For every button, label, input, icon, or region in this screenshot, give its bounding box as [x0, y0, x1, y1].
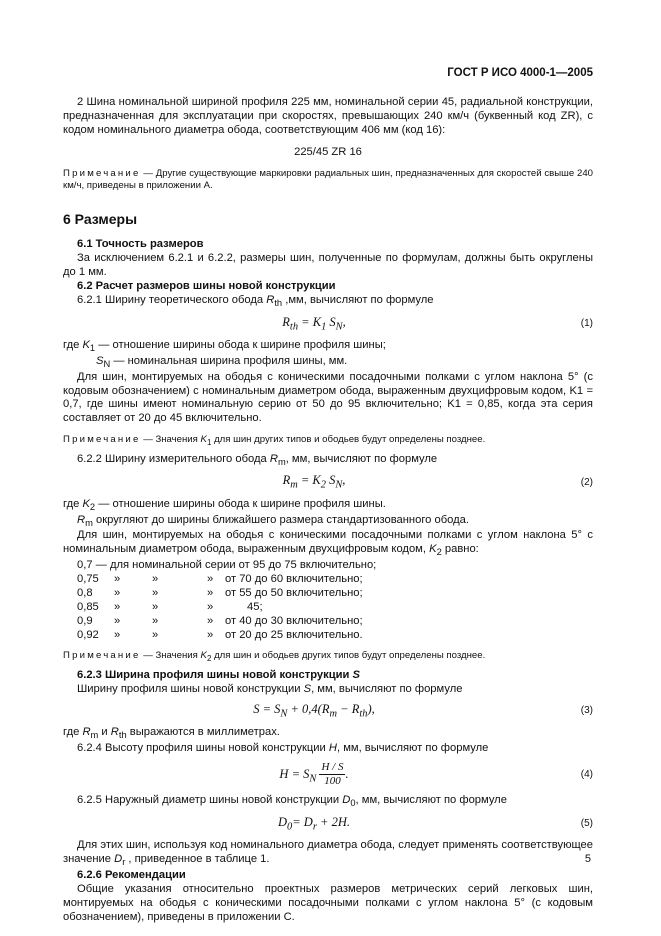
k2-cell-q3: » — [207, 614, 214, 627]
intro-text-end: ,мм, вычисляют по формуле — [282, 293, 434, 306]
k2-cell-q2: » — [152, 614, 159, 627]
where-k2: где $K_2$ — отношение ширины обода к ширине профиля шины. — [63, 497, 386, 513]
note-label: Примечание — [63, 434, 141, 446]
section-6-1-text: За исключением 6.2.1 и 6.2.2, размеры шин, полученные по формулам, должны быть округлены до 1 мм. — [63, 252, 593, 279]
formula-4-body: $H = S_N$ $\frac{H / S}{100}$ . — [279, 760, 349, 788]
formula-5-number: (5) — [580, 818, 593, 830]
where-label: где — [63, 339, 83, 352]
var-h: H — [328, 741, 337, 754]
note-label: Примечание — [63, 650, 141, 662]
k2-cell-q1: » — [114, 600, 121, 613]
note-text-end: для шин других типов и ободьев будут определены позднее. — [211, 434, 486, 446]
where-text: — номинальная ширина профиля шины, мм. — [110, 354, 348, 367]
section-6-2-6-text: Общие указания относительно проектных размеров метрических серий легковых шин, монтируемых на ободья с коническими посадочными полками с углом наклона 5° (с кодовым обозначением), приведены в приложении С. — [63, 882, 593, 923]
note-text: — Значения — [143, 650, 201, 662]
para-text: Для этих шин, используя код номинального диаметра обода, следует применять соответствующее значение — [63, 839, 593, 866]
formula-4 — [63, 761, 593, 789]
var-sub: th — [274, 298, 283, 309]
var-s: S — [352, 668, 360, 681]
where-sn — [63, 355, 593, 371]
intro-text: 6.2.2 Ширину измерительного обода — [77, 452, 270, 465]
k2-cell-range: от 20 до 25 включительно. — [225, 628, 363, 641]
where-and: и — [98, 726, 111, 739]
k2-row — [77, 615, 593, 629]
note-2: Примечание — Значения $K_1$ для шин других типов и ободьев будут определены позднее. — [63, 434, 486, 448]
var-s: S — [96, 354, 104, 367]
var-r: R — [266, 293, 275, 306]
para-text-end: равно: — [441, 543, 479, 556]
note-1 — [63, 168, 593, 193]
section-6-2-6-title: 6.2.6 Рекомендации — [77, 868, 186, 881]
formula-3-number: (3) — [580, 705, 593, 717]
formula-3 — [63, 702, 593, 721]
k2-cell-q3: » — [207, 600, 214, 613]
k2-cell-q1: » — [114, 573, 121, 586]
para-text: Для шин, монтируемых на ободья с коническими посадочными полками с углом наклона 5° с номинальным диаметром обода, выраженным двухцифровым кодом, — [63, 529, 593, 556]
intro-text: 6.2.1 Ширину теоретического обода — [77, 293, 267, 306]
section-6-2-5-intro: 6.2.5 Наружный диаметр шины новой конструкции $D_0$, мм, вычисляют по формуле — [77, 794, 507, 809]
note-3: Примечание — Значения $K_2$ для шин и ободьев других типов будут определены позднее. — [63, 650, 486, 664]
standard-header: ГОСТ Р ИСО 4000-1—2005 — [447, 67, 593, 79]
k2-cell-range: от 40 до 30 включительно; — [225, 614, 363, 627]
section-6-2-4-intro — [63, 742, 593, 756]
where-text: выражаются в миллиметрах. — [126, 726, 280, 739]
page-content — [63, 96, 593, 925]
where-label: где — [63, 726, 83, 739]
k2-cell-q1: » — [114, 586, 121, 599]
k2-cell-q3: » — [207, 573, 214, 586]
formula-2-number: (2) — [580, 476, 593, 488]
k2-cell-q3: » — [207, 586, 214, 599]
note-label: Примечание — [63, 167, 141, 179]
k2-cell-value: 0,8 — [77, 586, 93, 599]
intro-text: 6.2.4 Высоту профиля шины новой конструкции — [77, 741, 329, 754]
k2-row — [77, 601, 593, 615]
formula-5 — [63, 815, 593, 834]
k2-cell-value: 0,92 — [77, 628, 99, 641]
k2-cell-q3: » — [207, 628, 214, 641]
formula-1-body: $R_{th} = K_1$ $S_N$, — [282, 314, 346, 333]
where-units: где $R_m$ и $R_{th}$ выражаются в миллиметрах. — [63, 726, 280, 741]
intro-text-end: , мм, вычисляют по формуле — [355, 794, 507, 807]
section-6-2-1-intro — [63, 294, 593, 310]
formula-2 — [63, 473, 593, 492]
k2-cell-q2: » — [152, 600, 159, 613]
intro-text-end: , мм, вычисляют по формуле — [311, 682, 463, 695]
rm-rounding: $R_m$ округляют до ширины ближайшего размера стандартизованного обода. — [77, 513, 469, 528]
section-6-2-title: 6.2 Расчет размеров шины новой конструкции — [77, 279, 336, 292]
k2-cell-range: 45; — [247, 600, 263, 613]
para-text-end: , приведенное в таблице 1. — [125, 853, 270, 866]
intro-text-end: , мм, вычисляют по формуле — [336, 741, 489, 754]
where-text: — отношение ширины обода к ширине профиля шины. — [95, 497, 386, 510]
title-text: 6.2.3 Ширина профиля шины новой конструкции — [77, 668, 353, 681]
section-6-2-3-intro — [63, 683, 593, 697]
section-6-2-2-intro: 6.2.2 Ширину измерительного обода $R_m$, мм, вычисляют по формуле — [77, 452, 438, 467]
k2-cell-q2: » — [152, 586, 159, 599]
tire-marking: 225/45 ZR 16 — [294, 145, 362, 158]
k2-cell-value: 0,75 — [77, 573, 99, 586]
var-sub: N — [103, 359, 111, 370]
k2-cell-range: от 55 до 50 включительно; — [225, 586, 363, 599]
k2-cell-q1: » — [114, 614, 121, 627]
k2-values-list — [63, 573, 593, 642]
section-6-2-1-para: Для шин, монтируемых на ободья с коническими посадочными полками с углом наклона 5° (с кодовым обозначением) с номинальным диаметром обода, выраженным двухцифровым кодом, K1 = 0,7, где шины имеют номинальную серию от 50 до 95 включительно; K1 = 0,85, когда эта серия составляет от 20 до 45 включительно. — [63, 370, 593, 425]
k2-cell-q1: » — [114, 628, 121, 641]
formula-5-body: $D_0= D_r + 2H$. — [278, 814, 350, 833]
section-6-1-title: 6.1 Точность размеров — [77, 238, 204, 251]
formula-1-number: (1) — [580, 318, 593, 330]
k2-row — [77, 629, 593, 643]
k2-cell-range: от 70 до 60 включительно; — [225, 573, 363, 586]
section-6-2-2-para: Для шин, монтируемых на ободья с коническими посадочными полками с углом наклона 5° с номинальным диаметром обода, выраженным двухцифровым кодом, $K_2$ равно: — [63, 529, 593, 558]
section-6-title: 6 Размеры — [63, 210, 138, 227]
rounding-text: округляют до ширины ближайшего размера стандартизованного обода. — [92, 513, 469, 526]
k2-row — [77, 573, 593, 587]
k2-row — [77, 587, 593, 601]
formula-4-number: (4) — [580, 768, 593, 780]
where-k1 — [63, 339, 593, 355]
k2-first-value: 0,7 — для номинальной серии от 95 до 75 включительно; — [77, 559, 377, 572]
intro-text-end: , мм, вычисляют по формуле — [285, 452, 438, 465]
page-number: 5 — [584, 853, 591, 865]
section-6-2-3-title — [63, 669, 593, 683]
var-k: K — [82, 339, 90, 352]
k2-cell-value: 0,9 — [77, 614, 93, 627]
section-6-2-5-para: Для этих шин, используя код номинального диаметра обода, следует применять соответствующее значение $D_r$ , приведенное в таблице 1. — [63, 839, 593, 868]
var-sub: 1 — [89, 343, 96, 354]
formula-3-body: $S = S_N + 0,4(R_m - R_{th})$, — [253, 701, 375, 720]
k2-cell-q2: » — [152, 573, 159, 586]
example-2-text: 2 Шина номинальной шириной профиля 225 мм, номинальной серии 45, радиальной конструкции, предназначенная для эксплуатации при скоростях, превышающих 240 км/ч (буквенный код ZR), с кодом номинального диаметра обода, соответствующим 406 мм (код 16): — [63, 96, 593, 136]
k2-cell-value: 0,85 — [77, 600, 99, 613]
note-text-end: для шин и ободьев других типов будут определены позднее. — [211, 650, 486, 662]
var-s: S — [303, 682, 312, 695]
intro-text: Ширину профиля шины новой конструкции — [77, 682, 304, 695]
formula-1 — [63, 315, 593, 334]
k2-cell-q2: » — [152, 628, 159, 641]
note-text: — Другие существующие маркировки радиальных шин, предназначенных для скоростей свыше 240 км/ч, приведены в приложении А. — [63, 167, 593, 192]
intro-text: 6.2.5 Наружный диаметр шины новой конструкции — [77, 794, 343, 807]
formula-2-body: $R_m = K_2$ $S_N$, — [282, 473, 346, 491]
where-text: — отношение ширины обода к ширине профиля шины; — [95, 339, 386, 352]
note-text: — Значения — [143, 434, 201, 446]
